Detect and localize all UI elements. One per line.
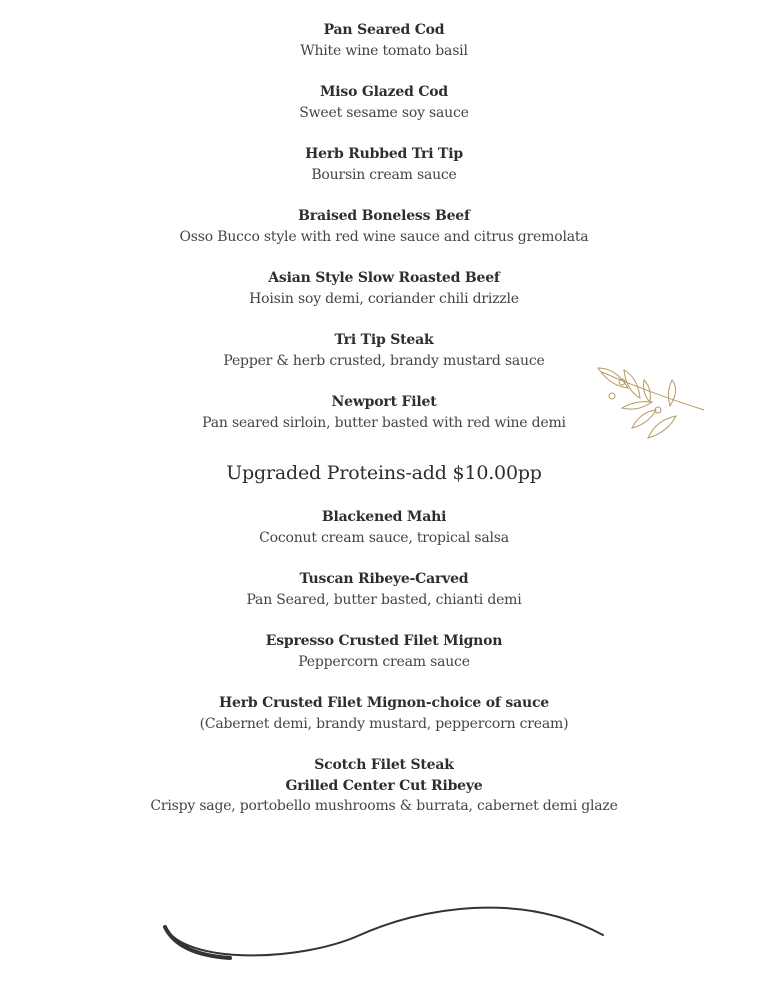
item-description: Crispy sage, portobello mushrooms & burrata, cabernet demi glaze bbox=[150, 798, 618, 814]
decorative-swoosh bbox=[150, 890, 620, 970]
item-title: Tuscan Ribeye-Carved bbox=[299, 571, 469, 587]
item-title: Miso Glazed Cod bbox=[319, 84, 449, 100]
menu-item bbox=[0, 569, 768, 610]
menu-item bbox=[0, 755, 768, 817]
menu-item bbox=[0, 268, 768, 309]
item-description: Pan seared sirloin, butter basted with red wine demi bbox=[202, 414, 566, 431]
item-title: Espresso Crusted Filet Mignon bbox=[265, 633, 503, 649]
item-description: (Cabernet demi, brandy mustard, peppercorn cream) bbox=[199, 715, 569, 732]
item-title: Braised Boneless Beef bbox=[298, 208, 470, 224]
item-description: Boursin cream sauce bbox=[311, 166, 457, 183]
item-description: Pan Seared, butter basted, chianti demi bbox=[246, 591, 522, 608]
menu-item bbox=[0, 631, 768, 672]
item-subtitle: Grilled Center Cut Ribeye bbox=[285, 777, 483, 794]
item-description: Peppercorn cream sauce bbox=[298, 653, 470, 670]
olive-sprig-icon bbox=[592, 360, 708, 440]
item-description: Sweet sesame soy sauce bbox=[299, 104, 469, 121]
item-title: Blackened Mahi bbox=[321, 509, 447, 525]
item-description: Pepper & herb crusted, brandy mustard sauce bbox=[223, 352, 545, 369]
menu-item bbox=[0, 507, 768, 548]
item-description: Hoisin soy demi, coriander chili drizzle bbox=[249, 290, 519, 307]
item-title: Herb Crusted Filet Mignon-choice of sauce bbox=[219, 695, 549, 711]
item-description: Coconut cream sauce, tropical salsa bbox=[259, 529, 509, 546]
item-title: Asian Style Slow Roasted Beef bbox=[268, 270, 500, 286]
item-title: Tri Tip Steak bbox=[334, 332, 434, 348]
menu-item bbox=[0, 206, 768, 247]
menu-item bbox=[0, 693, 768, 734]
item-description: White wine tomato basil bbox=[300, 42, 468, 59]
upgraded-proteins-heading: Upgraded Proteins-add $10.00pp bbox=[226, 462, 542, 484]
item-title: Herb Rubbed Tri Tip bbox=[305, 146, 463, 162]
menu-item bbox=[0, 82, 768, 123]
item-title: Newport Filet bbox=[331, 394, 437, 410]
item-title: Pan Seared Cod bbox=[323, 22, 445, 38]
item-title: Scotch Filet Steak bbox=[314, 757, 454, 773]
item-description: Osso Bucco style with red wine sauce and citrus gremolata bbox=[179, 228, 589, 245]
menu-item bbox=[0, 20, 768, 61]
menu-item bbox=[0, 144, 768, 185]
